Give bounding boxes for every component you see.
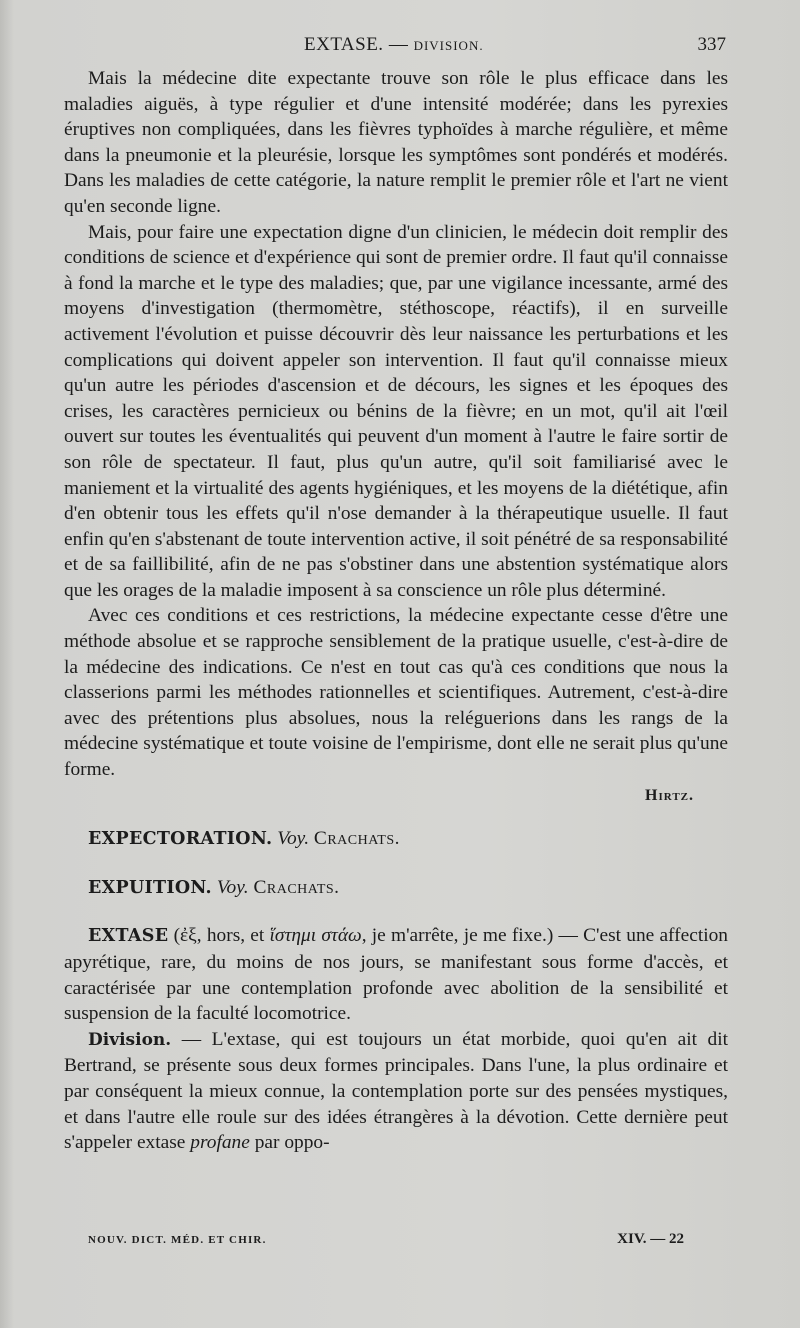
author-signature: Hirtz. — [645, 786, 694, 804]
page-number: 337 — [697, 34, 726, 55]
paragraph-2: Mais, pour faire une expectation digne d'un clinicien, le médecin doit remplir des conditions de science et d'expérience qui sont de premier ordre. Il faut qu'il connaisse à fond la marche et le type des maladies; que, par une vigilance incessante, armé des moyens d'investigation (thermomètre, stéthoscope, réactifs), il en surveille activement l'évolution et puisse découvrir dès leur naissance les perturbations et les complications qui doivent appeler son intervention. Il faut qu'il connaisse mieux qu'un autre les périodes d'ascension et de décours, les signes et les époques des crises, les caractères pernicieux ou bénins de la fièvre; en un mot, qu'il ait l'œil ouvert sur toutes les éventualités qui peuvent d'un moment à l'autre le faire sortir de son rôle de spectateur. Il faut, plus qu'un autre, qu'il soit familiarisé avec le maniement et la virtualité des agents hygiéniques, et les moyens de la diététique, afin d'en obtenir tous les effets qu'il n'ose demander à la thérapeutique usuelle. Il faut enfin qu'en s'abstenant de toute intervention active, il soit pénétré de sa responsabilité et de sa faillibilité, afin de ne pas s'obstiner dans une abstention systématique alors que les orages de la maladie imposent à sa conscience un rôle plus déterminé. — [64, 221, 728, 601]
division-heading: Division. — [88, 1029, 172, 1050]
entry-expectoration-ref: Crachats. — [313, 828, 400, 850]
entry-expuition-title: EXPUITION. — [88, 877, 212, 898]
entry-extase-greek: ἵστημι στάω — [269, 925, 362, 947]
header-separator: — — [388, 34, 409, 55]
division-text-after: par oppo- — [249, 1132, 330, 1154]
entry-extase-definition: , je m'arrête, je me fixe.) — C'est une affection apyrétique, rare, du moins de nos jours, se manifestant sous forme d'accès, et caractérisée par une contemplation profonde avec abolition de la sensibilité et suspension de la faculté locomotrice. — [64, 925, 729, 1025]
entry-extase — [64, 923, 728, 1026]
header-title-group — [304, 34, 484, 56]
running-header — [64, 34, 726, 58]
entry-extase-title: EXTASE — [88, 926, 169, 947]
entry-extase-etymology-open: (ἐξ, hors, et — [173, 925, 270, 947]
entry-expuition — [64, 875, 728, 902]
header-title: EXTASE. — [304, 34, 384, 55]
entry-division — [64, 1027, 728, 1156]
entry-expuition-ref: Crachats. — [253, 876, 340, 898]
text-body — [64, 66, 728, 1156]
entry-expuition-voy: Voy. — [216, 876, 249, 898]
paragraph-3: Avec ces conditions et ces restrictions, la médecine expectante cesse d'être une méthode absolue et se rapproche sensiblement de la pratique usuelle, c'est-à-dire de la médecine des indications. Ce n'est en tout cas qu'à ces conditions que nous la classerions parmi les méthodes rationnelles et scientifiques. Autrement, c'est-à-dire avec des prétentions plus absolues, nous la reléguerions dans les rangs de la médecine systématique et toute voisine de l'empirisme, dont elle ne serait plus qu'une forme. — [64, 605, 728, 781]
entry-expectoration — [64, 826, 728, 853]
footer-publication: NOUV. DICT. MÉD. ET CHIR. — [88, 1234, 267, 1246]
division-text-before: — L'extase, qui est toujours un état morbide, quoi qu'en ait dit Bertrand, se présente sous deux formes principales. Dans l'une, la plus ordinaire et par conséquent la mieux connue, la contemplation porte sur des pensées mystiques, et dans l'autre elle roule sur des idées étrangères à la dévotion. Cette dernière peut s'appeler extase — [64, 1028, 728, 1154]
division-italic-word: profane — [190, 1132, 250, 1154]
header-subtitle: DIVISION. — [413, 38, 484, 53]
footer-volume-signature: XIV. — 22 — [617, 1231, 684, 1247]
paragraph-1: Mais la médecine dite expectante trouve son rôle le plus efficace dans les maladies aiguës, à type régulier et d'une intensité modérée; dans les pyrexies éruptives non compliquées, dans les fièvres typhoïdes à marche régulière, et même dans la pneumonie et la pleurésie, lorsque les symptômes sont pondérés et modérés. Dans les maladies de cette catégorie, la nature remplit le premier rôle et l'art ne vient qu'en seconde ligne. — [64, 68, 728, 217]
page-footer — [88, 1231, 684, 1251]
entry-expectoration-title: EXPECTORATION. — [88, 829, 273, 850]
entry-expectoration-voy: Voy. — [277, 828, 310, 850]
